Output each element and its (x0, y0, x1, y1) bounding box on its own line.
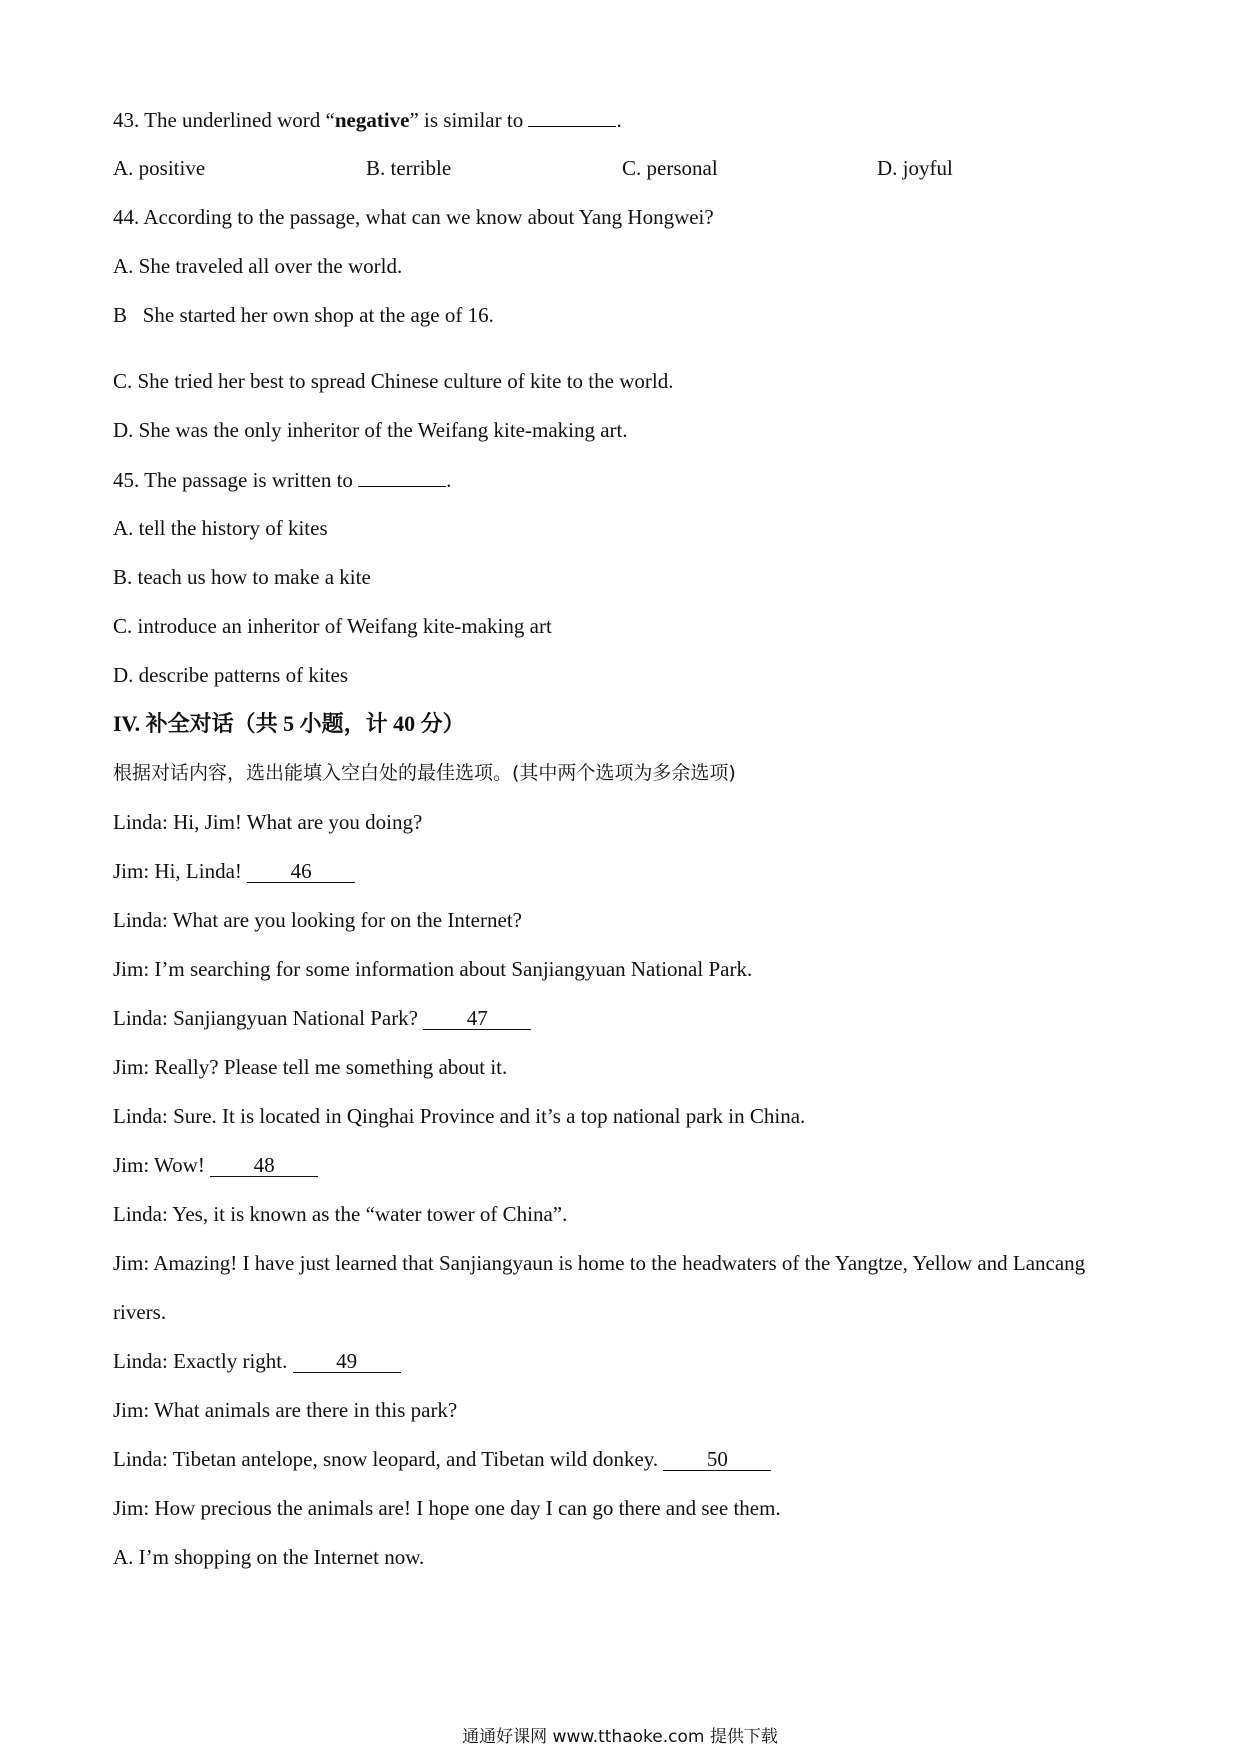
dialogue-line-11 (113, 1348, 401, 1374)
q44-option-b: B She started her own shop at the age of 16. (113, 303, 494, 327)
q44-stem: 44. According to the passage, what can we know about Yang Hongwei? (113, 205, 714, 229)
q43-suffix: ” is similar to (409, 108, 524, 132)
q45-end: . (446, 468, 452, 492)
blank-46[interactable]: 46 (247, 860, 355, 883)
dialogue-line-2-text: Jim: Hi, Linda! (113, 859, 248, 883)
q45-option-d: D. describe patterns of kites (113, 663, 349, 687)
q43-option-d: D. joyful (877, 156, 953, 180)
q44-option-d: D. She was the only inheritor of the Weifang kite-making art. (113, 418, 628, 442)
dialogue-line-3: Linda: What are you looking for on the Internet? (113, 908, 522, 932)
section-heading: IV. 补全对话（共 5 小题，计 40 分） (113, 711, 465, 736)
q43-underlined-word: negative (334, 108, 410, 132)
dialogue-line-13 (113, 1446, 771, 1472)
q45-option-b: B. teach us how to make a kite (113, 565, 371, 589)
q43-stem (113, 106, 622, 133)
q45-stem (113, 466, 451, 493)
dialogue-line-5-text: Linda: Sanjiangyuan National Park? (113, 1006, 424, 1030)
blank-47[interactable]: 47 (423, 1007, 531, 1030)
section-instruction: 根据对话内容，选出能填入空白处的最佳选项。(其中两个选项为多余选项) (113, 762, 736, 784)
blank-50[interactable]: 50 (663, 1448, 771, 1471)
dialogue-line-13-text: Linda: Tibetan antelope, snow leopard, and Tibetan wild donkey. (113, 1447, 664, 1471)
dialogue-line-8 (113, 1152, 318, 1178)
dialogue-line-4: Jim: I’m searching for some information about Sanjiangyuan National Park. (113, 957, 753, 981)
q43-prefix: 43. The underlined word “ (113, 108, 335, 132)
page-footer: 通通好课网 www.tthaoke.com 提供下载 (462, 1727, 778, 1747)
q43-option-c: C. personal (622, 156, 718, 180)
q45-blank (358, 466, 446, 487)
dialogue-line-12: Jim: What animals are there in this park? (113, 1398, 458, 1422)
dialogue-line-2 (113, 858, 355, 884)
dialogue-line-8-text: Jim: Wow! (113, 1153, 211, 1177)
q45-stem-text: 45. The passage is written to (113, 468, 353, 492)
q43-option-b: B. terrible (366, 156, 452, 180)
q44-option-c: C. She tried her best to spread Chinese culture of kite to the world. (113, 369, 674, 393)
q45-option-c: C. introduce an inheritor of Weifang kite-making art (113, 614, 552, 638)
dialogue-line-7: Linda: Sure. It is located in Qinghai Province and it’s a top national park in China. (113, 1104, 806, 1128)
dialogue-line-11-text: Linda: Exactly right. (113, 1349, 293, 1373)
dialogue-line-6: Jim: Really? Please tell me something about it. (113, 1055, 508, 1079)
blank-48[interactable]: 48 (210, 1154, 318, 1177)
q45-option-a: A. tell the history of kites (113, 516, 328, 540)
dialogue-line-14: Jim: How precious the animals are! I hope one day I can go there and see them. (113, 1496, 781, 1520)
dialogue-line-1: Linda: Hi, Jim! What are you doing? (113, 810, 423, 834)
dialogue-line-10-cont: rivers. (113, 1300, 167, 1324)
blank-49[interactable]: 49 (293, 1350, 401, 1373)
dialogue-line-9: Linda: Yes, it is known as the “water tower of China”. (113, 1202, 568, 1226)
q43-option-a: A. positive (113, 156, 206, 180)
q43-blank (528, 106, 616, 127)
dialogue-line-10: Jim: Amazing! I have just learned that Sanjiangyaun is home to the headwaters of the Yangtze, Yellow and Lancang (113, 1251, 1086, 1275)
q43-end: . (616, 108, 622, 132)
dialogue-line-5 (113, 1005, 531, 1031)
q44-option-a: A. She traveled all over the world. (113, 254, 403, 278)
answer-option-a: A. I’m shopping on the Internet now. (113, 1545, 425, 1569)
